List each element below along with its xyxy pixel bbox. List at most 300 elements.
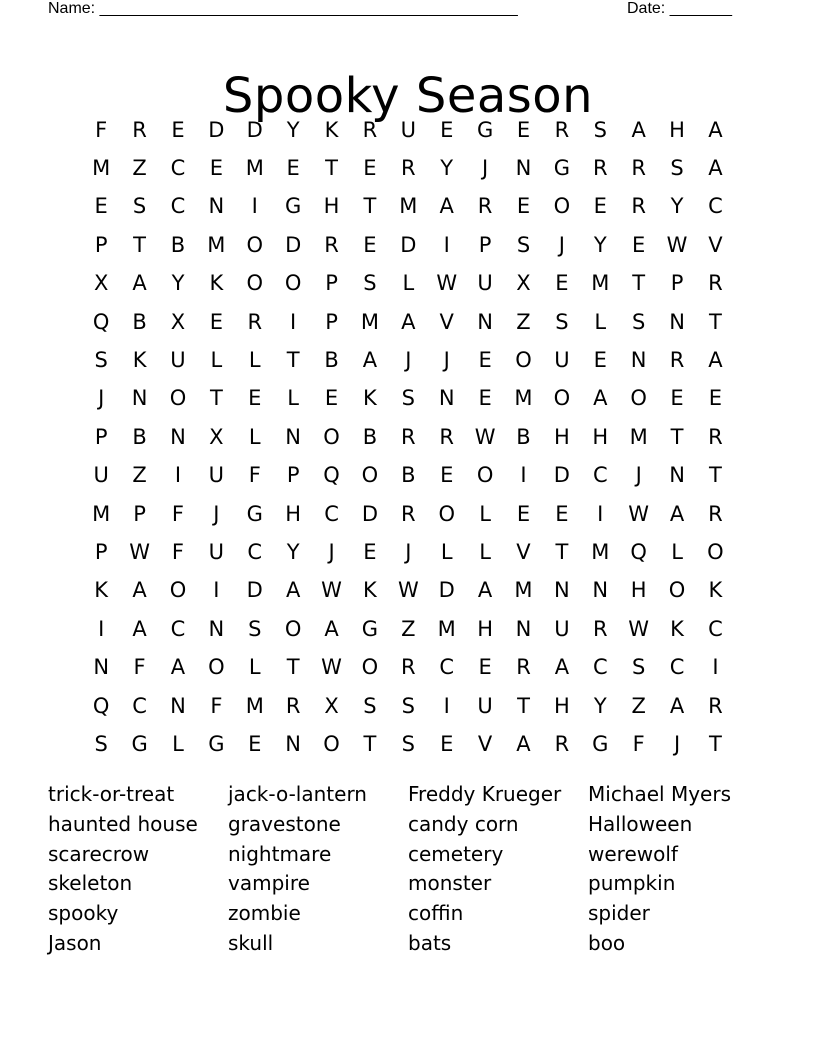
grid-letter: Z [516, 309, 531, 334]
grid-letter: Z [631, 693, 646, 718]
grid-letter: U [554, 616, 570, 641]
grid-letter: X [170, 309, 186, 334]
grid-letter: R [554, 117, 570, 142]
grid-letter: S [132, 194, 147, 219]
grid-letter: A [516, 731, 531, 756]
grid-letter: C [592, 655, 608, 680]
grid-letter: T [709, 309, 722, 334]
grid-letter: E [478, 348, 492, 373]
grid-letter: N [285, 424, 301, 449]
grid-letter: E [94, 194, 108, 219]
grid-letter: N [592, 578, 609, 603]
grid-letter: T [709, 731, 722, 756]
grid-letter: Q [323, 463, 340, 488]
grid-letter: S [516, 232, 531, 257]
grid-letter: M [245, 693, 264, 718]
grid-letter: E [516, 194, 531, 219]
grid-letter: E [440, 117, 454, 142]
grid-letter: B [516, 424, 531, 449]
grid-letter: M [514, 578, 533, 603]
grid-letter: C [132, 693, 147, 718]
grid-letter: N [93, 655, 110, 680]
grid-letter: L [248, 348, 261, 373]
grid-letter: C [439, 655, 455, 680]
grid-letter: E [670, 386, 684, 411]
grid-letter: W [474, 424, 496, 449]
grid-letter: L [671, 539, 683, 564]
grid-letter: R [247, 309, 263, 334]
grid-letter: N [208, 616, 225, 641]
grid-letter: D [553, 463, 570, 488]
grid-letter: E [478, 655, 492, 680]
grid-letter: D [438, 578, 455, 603]
grid-letter: N [438, 386, 455, 411]
grid-letter: E [209, 156, 223, 181]
grid-letter: I [174, 463, 182, 488]
word-list-item: monster [408, 871, 492, 896]
grid-letter: V [708, 232, 723, 257]
grid-letter: R [708, 424, 723, 449]
grid-letter: X [516, 271, 531, 296]
grid-letter: S [248, 616, 262, 641]
grid-letter: P [670, 271, 684, 296]
grid-letter: A [285, 578, 301, 603]
grid-letter: F [210, 693, 223, 718]
grid-letter: T [555, 539, 569, 564]
grid-letter: M [629, 424, 648, 449]
grid-letter: Y [286, 117, 300, 142]
grid-letter: O [553, 386, 571, 411]
grid-letter: A [324, 616, 339, 641]
grid-letter: N [208, 194, 225, 219]
grid-letter: T [286, 655, 300, 680]
word-list-item: trick-or-treat [48, 782, 175, 806]
grid-letter: R [592, 616, 608, 641]
grid-letter: R [401, 156, 416, 181]
grid-letter: T [632, 271, 646, 296]
grid-letter: U [93, 463, 109, 488]
grid-letter: R [631, 194, 646, 219]
grid-letter: R [401, 501, 416, 526]
grid-letter: I [251, 194, 258, 219]
grid-letter: D [361, 501, 379, 526]
grid-letter: Z [132, 156, 147, 181]
grid-letter: R [554, 731, 570, 756]
grid-letter: T [517, 693, 530, 718]
grid-letter: C [708, 616, 723, 641]
grid-letter: N [515, 616, 532, 641]
grid-letter: M [207, 232, 226, 257]
grid-letter: I [520, 463, 527, 488]
word-list-item: Freddy Krueger [408, 782, 562, 806]
grid-letter: O [438, 501, 455, 526]
grid-letter: K [363, 386, 377, 411]
grid-letter: M [591, 271, 610, 296]
grid-letter: A [708, 117, 723, 142]
grid-letter: X [94, 271, 109, 296]
grid-letter: A [477, 578, 493, 603]
grid-letter: A [554, 655, 570, 680]
grid-letter: I [443, 232, 450, 257]
grid-letter: I [443, 693, 450, 718]
grid-letter: L [248, 424, 261, 449]
grid-letter: O [323, 424, 340, 449]
grid-letter: G [592, 731, 609, 756]
grid-letter: E [248, 731, 262, 756]
grid-letter: E [363, 539, 377, 564]
grid-letter: Y [440, 156, 454, 181]
grid-letter: R [401, 655, 416, 680]
word-list-item: coffin [408, 901, 464, 926]
grid-letter: I [290, 309, 297, 334]
grid-letter: K [708, 578, 723, 603]
grid-letter: O [169, 386, 187, 411]
grid-letter: G [361, 616, 379, 641]
grid-letter: A [439, 194, 454, 219]
grid-letter: Y [593, 232, 607, 257]
grid-letter: N [131, 386, 148, 411]
grid-letter: E [363, 156, 377, 181]
grid-letter: E [440, 463, 454, 488]
grid-letter: A [132, 271, 147, 296]
grid-letter: N [515, 156, 532, 181]
grid-letter: E [593, 194, 607, 219]
grid-letter: T [286, 348, 300, 373]
grid-letter: I [597, 501, 604, 526]
word-list-item: cemetery [408, 841, 504, 866]
grid-letter: F [171, 501, 185, 526]
grid-letter: G [285, 194, 302, 219]
grid-letter: M [399, 194, 418, 219]
grid-letter: M [514, 386, 533, 411]
grid-letter: G [553, 156, 571, 181]
grid-letter: O [169, 578, 187, 603]
grid-letter: R [132, 117, 147, 142]
word-list-item: scarecrow [48, 841, 150, 866]
grid-letter: L [440, 539, 453, 564]
grid-letter: P [94, 424, 108, 449]
grid-letter: P [94, 539, 108, 564]
grid-letter: K [324, 117, 339, 142]
grid-letter: G [208, 731, 225, 756]
grid-letter: J [213, 501, 220, 526]
grid-letter: A [669, 693, 685, 718]
word-list-item: boo [588, 930, 626, 955]
grid-letter: I [98, 616, 105, 641]
grid-letter: O [553, 194, 571, 219]
grid-letter: Y [670, 194, 684, 219]
grid-letter: I [213, 578, 220, 603]
grid-letter: S [401, 386, 415, 411]
grid-letter: P [133, 501, 146, 526]
grid-letter: I [712, 655, 719, 680]
grid-letter: E [478, 386, 492, 411]
grid-letter: U [208, 463, 225, 488]
grid-letter: F [171, 539, 185, 564]
grid-letter: B [132, 309, 147, 334]
grid-letter: B [362, 424, 378, 449]
word-list-item: skeleton [48, 871, 133, 896]
grid-letter: J [558, 232, 565, 257]
grid-letter: J [328, 539, 335, 564]
grid-letter: U [208, 539, 225, 564]
grid-letter: K [209, 271, 224, 296]
grid-letter: M [360, 309, 379, 334]
word-list-item: jack-o-lantern [228, 782, 367, 806]
grid-letter: M [245, 156, 264, 181]
grid-letter: S [631, 655, 646, 680]
grid-letter: C [170, 194, 186, 219]
grid-letter: S [593, 117, 607, 142]
grid-letter: E [516, 117, 531, 142]
grid-letter: O [707, 539, 724, 564]
grid-letter: O [246, 271, 264, 296]
grid-letter: E [555, 271, 569, 296]
grid-letter: C [592, 463, 608, 488]
grid-letter: O [361, 463, 379, 488]
grid-letter: G [131, 731, 148, 756]
grid-letter: R [285, 693, 301, 718]
grid-letter: O [284, 271, 302, 296]
grid-letter: S [670, 156, 684, 181]
grid-letter: N [669, 309, 685, 334]
grid-letter: T [670, 424, 684, 449]
grid-letter: W [628, 501, 650, 526]
grid-letter: M [591, 539, 610, 564]
grid-letter: C [170, 156, 186, 181]
grid-letter: J [635, 463, 642, 488]
grid-letter: M [92, 156, 111, 181]
grid-letter: U [170, 348, 186, 373]
grid-letter: N [170, 693, 186, 718]
grid-letter: E [324, 386, 339, 411]
grid-letter: U [477, 693, 493, 718]
grid-letter: P [478, 232, 492, 257]
word-list-item: spooky [48, 901, 119, 926]
grid-letter: S [94, 731, 108, 756]
grid-letter: O [361, 655, 379, 680]
page-title: Spooky Season [222, 68, 594, 125]
grid-letter: T [363, 731, 377, 756]
grid-letter: W [436, 271, 458, 296]
grid-letter: K [132, 348, 147, 373]
grid-letter: A [708, 348, 723, 373]
grid-letter: O [515, 348, 532, 373]
word-list-item: nightmare [228, 841, 332, 866]
grid-letter: E [632, 232, 646, 257]
grid-letter: J [98, 386, 105, 411]
grid-letter: V [516, 539, 531, 564]
word-list-item: pumpkin [588, 871, 676, 896]
grid-letter: E [248, 386, 262, 411]
grid-letter: E [209, 309, 223, 334]
grid-letter: E [516, 501, 531, 526]
letter-grid [82, 111, 736, 764]
grid-letter: L [210, 348, 223, 373]
word-list [48, 780, 768, 959]
word-list-item: bats [408, 930, 452, 955]
date-field-label: Date: _______ [627, 0, 732, 17]
grid-letter: N [477, 309, 493, 334]
grid-letter: C [170, 616, 186, 641]
grid-letter: M [437, 616, 456, 641]
grid-letter: A [362, 348, 378, 373]
grid-letter: O [630, 386, 647, 411]
grid-letter: T [209, 386, 223, 411]
grid-letter: S [401, 731, 415, 756]
grid-letter: K [670, 616, 684, 641]
grid-letter: X [209, 424, 224, 449]
grid-letter: Q [630, 539, 647, 564]
grid-letter: A [708, 156, 723, 181]
grid-letter: R [708, 693, 723, 718]
grid-letter: F [632, 731, 645, 756]
word-list-item: gravestone [228, 811, 341, 836]
grid-letter: E [440, 731, 454, 756]
name-field-label: Name: _______________________________________________ [48, 0, 518, 17]
grid-letter: J [443, 348, 450, 373]
grid-letter: N [669, 463, 685, 488]
grid-letter: B [324, 348, 339, 373]
grid-letter: R [631, 156, 646, 181]
grid-letter: W [397, 578, 419, 603]
grid-letter: W [628, 616, 650, 641]
grid-letter: O [246, 232, 264, 257]
grid-letter: R [516, 655, 531, 680]
grid-letter: M [92, 501, 111, 526]
grid-letter: F [248, 463, 261, 488]
grid-letter: O [284, 616, 302, 641]
grid-letter: R [401, 424, 416, 449]
grid-letter: C [247, 539, 263, 564]
word-list-item: Michael Myers [588, 782, 731, 806]
grid-letter: A [593, 386, 608, 411]
grid-letter: E [593, 348, 607, 373]
grid-letter: G [246, 501, 263, 526]
grid-letter: C [708, 194, 723, 219]
grid-letter: U [400, 117, 416, 142]
grid-letter: T [133, 232, 146, 257]
word-list-item: spider [588, 901, 650, 926]
grid-letter: U [477, 271, 493, 296]
grid-letter: O [668, 578, 686, 603]
grid-letter: T [709, 463, 722, 488]
word-list-item: haunted house [48, 811, 198, 836]
grid-letter: E [555, 501, 569, 526]
grid-letter: R [439, 424, 454, 449]
grid-letter: G [476, 117, 494, 142]
grid-letter: A [132, 616, 147, 641]
grid-letter: P [94, 232, 108, 257]
worksheet-header [48, 0, 748, 20]
grid-letter: V [439, 309, 454, 334]
grid-letter: D [285, 232, 302, 257]
grid-letter: K [94, 578, 109, 603]
grid-letter: R [324, 232, 339, 257]
word-list-item: Halloween [588, 811, 693, 836]
grid-letter: X [324, 693, 339, 718]
grid-letter: Z [401, 616, 416, 641]
grid-letter: R [477, 194, 493, 219]
word-list-item: zombie [228, 901, 301, 926]
grid-letter: H [323, 194, 340, 219]
grid-letter: F [133, 655, 146, 680]
grid-letter: A [132, 578, 147, 603]
grid-letter: E [286, 156, 300, 181]
grid-letter: K [363, 578, 377, 603]
grid-letter: C [324, 501, 339, 526]
grid-letter: E [708, 386, 723, 411]
grid-letter: L [479, 539, 491, 564]
grid-letter: H [592, 424, 609, 449]
grid-letter: W [129, 539, 150, 564]
grid-letter: W [321, 655, 342, 680]
word-list-item: Jason [48, 930, 102, 955]
grid-letter: D [246, 117, 263, 142]
grid-letter: Y [286, 539, 300, 564]
grid-letter: H [477, 616, 493, 641]
grid-letter: Z [132, 463, 147, 488]
grid-letter: N [630, 348, 647, 373]
word-list-item: werewolf [588, 841, 678, 866]
grid-letter: A [401, 309, 416, 334]
grid-letter: R [362, 117, 378, 142]
grid-letter: S [363, 693, 377, 718]
grid-letter: J [482, 156, 489, 181]
grid-letter: L [172, 731, 184, 756]
grid-letter: A [669, 501, 685, 526]
grid-letter: D [400, 232, 417, 257]
grid-letter: P [286, 463, 300, 488]
grid-letter: R [708, 271, 723, 296]
grid-letter: D [208, 117, 225, 142]
grid-letter: J [405, 348, 412, 373]
grid-letter: S [401, 693, 415, 718]
grid-letter: T [325, 156, 338, 181]
grid-letter: A [170, 655, 186, 680]
grid-letter: J [673, 731, 681, 756]
grid-letter: W [321, 578, 342, 603]
grid-letter: R [708, 501, 723, 526]
grid-letter: W [666, 232, 688, 257]
grid-letter: O [476, 463, 494, 488]
grid-letter: N [285, 731, 301, 756]
grid-letter: U [554, 348, 570, 373]
grid-letter: S [363, 271, 377, 296]
grid-letter: H [630, 578, 647, 603]
grid-letter: F [95, 117, 108, 142]
grid-letter: T [363, 194, 377, 219]
grid-letter: B [132, 424, 147, 449]
grid-letter: C [669, 655, 685, 680]
grid-letter: N [170, 424, 186, 449]
grid-letter: P [325, 309, 338, 334]
grid-letter: B [170, 232, 186, 257]
word-list-item: candy corn [408, 811, 519, 836]
word-list-item: vampire [228, 871, 310, 896]
grid-letter: O [208, 655, 225, 680]
grid-letter: L [248, 655, 261, 680]
grid-letter: S [555, 309, 569, 334]
grid-letter: L [479, 501, 491, 526]
grid-letter: Q [92, 309, 110, 334]
grid-letter: B [401, 463, 416, 488]
grid-letter: Q [92, 693, 110, 718]
grid-letter: R [592, 156, 608, 181]
grid-letter: V [477, 731, 493, 756]
grid-letter: H [285, 501, 302, 526]
grid-letter: Y [171, 271, 185, 296]
